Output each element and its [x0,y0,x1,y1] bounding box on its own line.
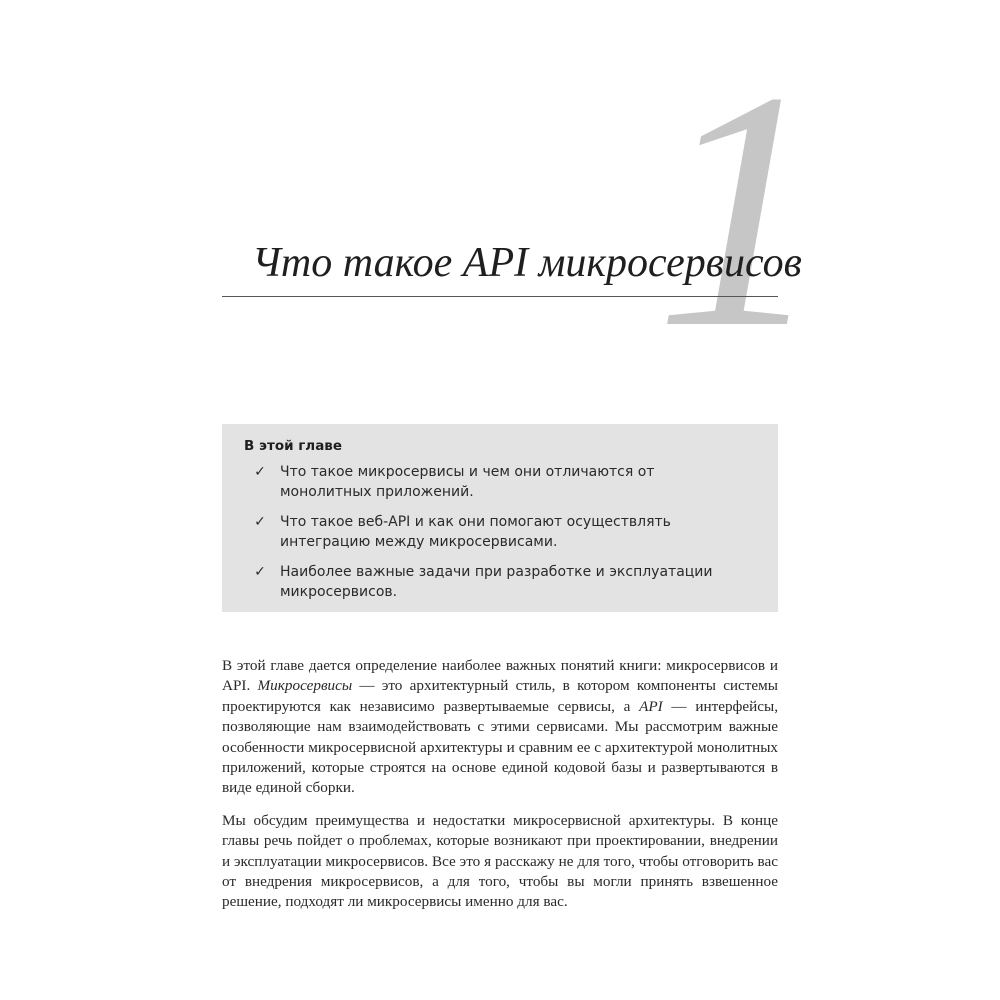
chapter-summary-list [244,462,758,602]
list-item [244,562,758,602]
check-icon: ✓ [254,514,266,530]
paragraph: Мы обсудим преимущества и недостатки микросервисной архитектуры. В конце главы речь пойдет о проблемах, которые возникают при проектировании, внедрении и эксплуатации микросервисов. Все это я расскажу не для того, чтобы отговорить вас от внедрения микросервисов, а для того, чтобы вы могли принять взвешенное решение, подходят ли микросервисы именно для вас. [222,811,778,911]
chapter-title: Что такое API микросервисов [252,240,802,286]
list-item [244,462,758,502]
chapter-summary-box [222,424,778,612]
chapter-summary-title: В этой главе [244,438,343,454]
list-item-text: Что такое веб-API и как они помогают осуществлять интеграцию между микросервисами. [280,514,671,550]
body-text [222,656,778,925]
check-icon: ✓ [254,464,266,480]
term-api: API [639,697,663,715]
paragraph-text: В этой главе дается определение наиболее важных понятий книги: микросервисов и API. [222,657,778,695]
list-item [244,512,758,552]
paragraph [222,656,778,799]
list-item-text: Что такое микросервисы и чем они отличаются от монолитных приложений. [280,464,655,500]
check-icon: ✓ [254,564,266,580]
list-item-text: Наиболее важные задачи при разработке и эксплуатации микросервисов. [280,564,713,600]
title-rule [222,296,778,297]
paragraph-text: — это архитектурный стиль, в котором компоненты системы проектируются как независимо развертываемые сервисы, а [222,677,778,715]
term-microservices: Микросервисы [257,677,353,695]
paragraph-text: — интерфейсы, позволяющие нам взаимодействовать с этими сервисами. Мы рассмотрим важные особенности микросервисной архитектуры и сравним ее с архитектурой монолитных приложений, которые строятся на основе единой кодовой базы и развертываются в виде единой сборки. [222,697,778,797]
chapter-number: 1 [655,21,825,398]
